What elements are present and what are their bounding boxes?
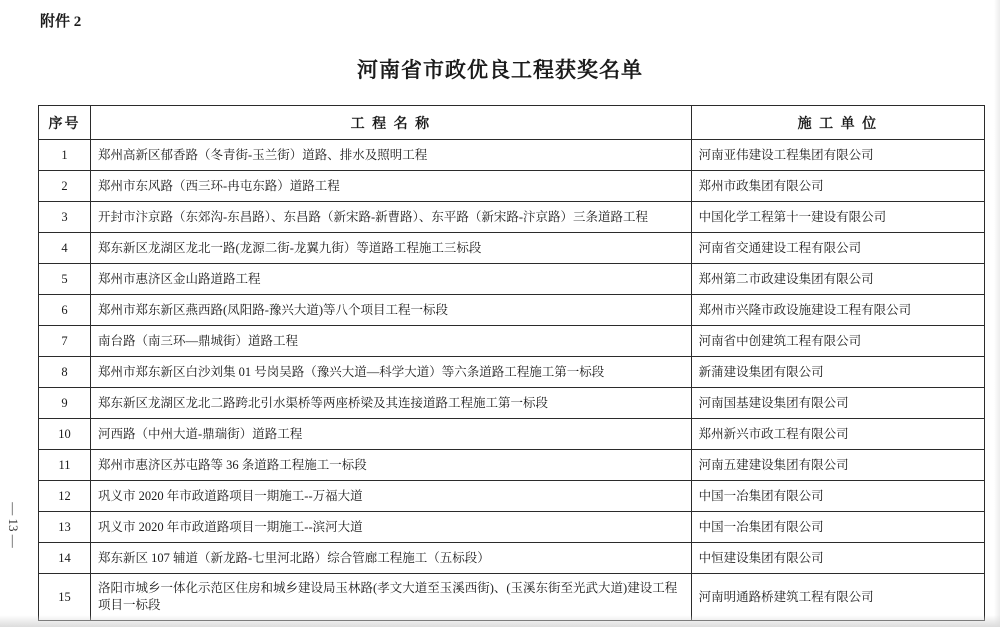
row-number-cell: 13 <box>39 512 91 543</box>
company-cell: 郑州新兴市政工程有限公司 <box>691 419 984 450</box>
company-cell: 河南五建建设集团有限公司 <box>691 450 984 481</box>
project-name-cell: 巩义市 2020 年市政道路项目一期施工--万福大道 <box>91 481 692 512</box>
project-name-cell: 郑州市郑东新区白沙刘集 01 号岗吴路（豫兴大道—科学大道）等六条道路工程施工第一标段 <box>91 357 692 388</box>
header-construction-unit: 施 工 单 位 <box>691 106 984 140</box>
project-name-cell: 开封市汴京路（东郊沟-东昌路）、东昌路（新宋路-新曹路）、东平路（新宋路-汴京路）三条道路工程 <box>91 202 692 233</box>
awards-table <box>38 105 985 621</box>
company-cell: 新蒲建设集团有限公司 <box>691 357 984 388</box>
company-cell: 中国化学工程第十一建设有限公司 <box>691 202 984 233</box>
table-row <box>39 419 985 450</box>
row-number-cell: 4 <box>39 233 91 264</box>
company-cell: 郑州市政集团有限公司 <box>691 171 984 202</box>
table-row <box>39 388 985 419</box>
table-row <box>39 357 985 388</box>
header-project-name: 工 程 名 称 <box>91 106 692 140</box>
table-row <box>39 326 985 357</box>
company-cell: 河南亚伟建设工程集团有限公司 <box>691 140 984 171</box>
scan-edge-right <box>994 0 1000 627</box>
row-number-cell: 7 <box>39 326 91 357</box>
project-name-cell: 郑东新区龙湖区龙北一路(龙源二街-龙翼九街）等道路工程施工三标段 <box>91 233 692 264</box>
row-number-cell: 15 <box>39 574 91 621</box>
table-row <box>39 233 985 264</box>
page-title: 河南省市政优良工程获奖名单 <box>357 58 643 82</box>
row-number-cell: 14 <box>39 543 91 574</box>
company-cell: 河南省中创建筑工程有限公司 <box>691 326 984 357</box>
project-name-cell: 郑州市惠济区苏屯路等 36 条道路工程施工一标段 <box>91 450 692 481</box>
row-number-cell: 8 <box>39 357 91 388</box>
project-name-cell: 郑东新区 107 辅道（新龙路-七里河北路）综合管廊工程施工（五标段） <box>91 543 692 574</box>
company-cell: 中国一冶集团有限公司 <box>691 481 984 512</box>
row-number-cell: 12 <box>39 481 91 512</box>
attachment-label: 附件 2 <box>40 14 82 30</box>
table-row <box>39 202 985 233</box>
company-cell: 河南明通路桥建筑工程有限公司 <box>691 574 984 621</box>
header-no: 序号 <box>39 106 91 140</box>
company-cell: 郑州市兴隆市政设施建设工程有限公司 <box>691 295 984 326</box>
company-cell: 河南省交通建设工程有限公司 <box>691 233 984 264</box>
project-name-cell: 郑东新区龙湖区龙北二路跨北引水渠桥等两座桥梁及其连接道路工程施工第一标段 <box>91 388 692 419</box>
table-row <box>39 543 985 574</box>
table-row <box>39 481 985 512</box>
table-row <box>39 295 985 326</box>
table-row <box>39 450 985 481</box>
table-row <box>39 574 985 621</box>
project-name-cell: 郑州市郑东新区燕西路(凤阳路-豫兴大道)等八个项目工程一标段 <box>91 295 692 326</box>
project-name-cell: 河西路（中州大道-鼎瑞街）道路工程 <box>91 419 692 450</box>
row-number-cell: 11 <box>39 450 91 481</box>
row-number-cell: 1 <box>39 140 91 171</box>
row-number-cell: 2 <box>39 171 91 202</box>
project-name-cell: 巩义市 2020 年市政道路项目一期施工--滨河大道 <box>91 512 692 543</box>
table-row <box>39 264 985 295</box>
company-cell: 河南国基建设集团有限公司 <box>691 388 984 419</box>
scan-edge-bottom <box>0 615 1000 627</box>
row-number-cell: 9 <box>39 388 91 419</box>
project-name-cell: 南台路（南三环—鼎城街）道路工程 <box>91 326 692 357</box>
table-row <box>39 140 985 171</box>
row-number-cell: 6 <box>39 295 91 326</box>
project-name-cell: 洛阳市城乡一体化示范区住房和城乡建设局玉林路(孝文大道至玉溪西街)、(玉溪东街至光武大道)建设工程项目一标段 <box>91 574 692 621</box>
project-name-cell: 郑州高新区郁香路（冬青街-玉兰街）道路、排水及照明工程 <box>91 140 692 171</box>
table-row <box>39 512 985 543</box>
row-number-cell: 5 <box>39 264 91 295</box>
row-number-cell: 3 <box>39 202 91 233</box>
project-name-cell: 郑州市东风路（西三环-冉屯东路）道路工程 <box>91 171 692 202</box>
page-number: — 13 — <box>6 502 21 548</box>
table-row <box>39 171 985 202</box>
table-header-row <box>39 106 985 140</box>
company-cell: 中恒建设集团有限公司 <box>691 543 984 574</box>
company-cell: 中国一冶集团有限公司 <box>691 512 984 543</box>
company-cell: 郑州第二市政建设集团有限公司 <box>691 264 984 295</box>
row-number-cell: 10 <box>39 419 91 450</box>
project-name-cell: 郑州市惠济区金山路道路工程 <box>91 264 692 295</box>
